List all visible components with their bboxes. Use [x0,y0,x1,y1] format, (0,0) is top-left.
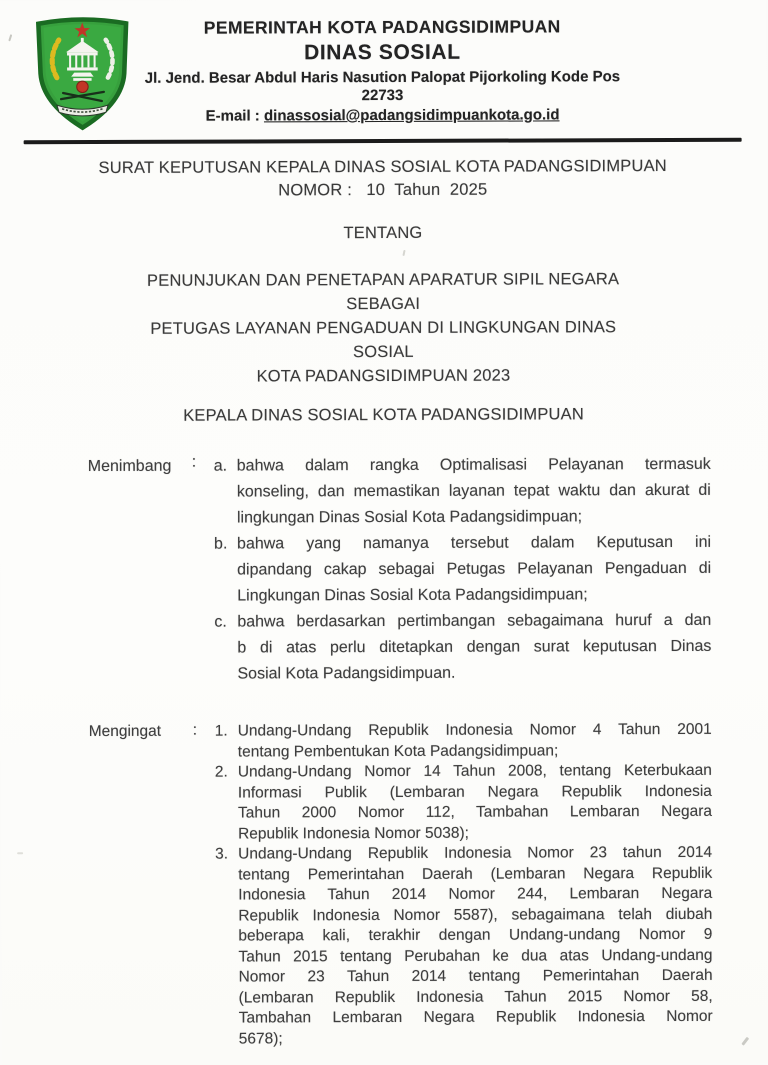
mengingat-section [1,720,768,1051]
text-line: Tahun 2000 Nomor 112, Tambahan Lembaran Negara [238,802,712,824]
menimbang-section [0,452,768,689]
menimbang-items [214,452,712,688]
decree-subject [0,267,767,390]
text-line: bahwa berdasarkan pertimbangan sebagaimana huruf a dan [237,608,711,636]
text-line: lingkungan Dinas Sosial Kota Padangsidimpuan; [237,504,711,532]
item-text [237,530,711,610]
agency-name: DINAS SOSIAL [0,40,766,67]
letterhead [0,0,767,125]
text-line: Undang-Undang Nomor 14 Tahun 2008, tentang Keterbukaan [238,761,712,783]
text-line: beberapa kali, terakhir dengan Undang-undang Nomor 9 [238,925,712,947]
agency-address: Jl. Jend. Besar Abdul Haris Nasution Palopat Pijorkoling Kode Pos [0,68,766,88]
decree-number: NOMOR : 10 Tahun 2025 [0,180,767,202]
text-line: Tahun 2015 tentang Perubahan ke dua atas Undang-undang [238,945,712,967]
menimbang-colon: : [192,454,214,472]
menimbang-item-b [214,530,711,610]
mengingat-colon: : [193,722,215,740]
text-line: Nomor 23 Tahun 2014 tentang Pemerintahan Daerah [239,966,713,988]
subject-line: PENUNJUKAN DAN PENETAPAN APARATUR SIPIL NEGARA SEBAGAI [119,267,647,317]
item-text [238,720,712,763]
scan-speck [402,250,405,256]
text-line: Undang-Undang Republik Indonesia Nomor 23 tahun 2014 [238,843,712,865]
text-line: Indonesia Tahun 2014 Nomor 244, Lembaran Negara [238,884,712,906]
email-address: dinassosial@padangsidimpuankota.go.id [264,106,560,124]
mengingat-item-3 [215,843,713,1050]
item-marker: c. [214,610,237,636]
text-line: dipandang cakap sebagai Petugas Pelayanan Pengaduan di [237,556,711,584]
text-line: 5678); [239,1027,713,1049]
subject-line: KOTA PADANGSIDIMPUAN 2023 [119,363,647,389]
postal-code: 22733 [0,86,767,106]
item-text [237,452,711,532]
text-line: b di atas perlu ditetapkan dengan surat keputusan Dinas [237,634,711,662]
item-text [238,843,713,1050]
item-text [238,761,712,845]
menimbang-item-a [214,452,711,532]
text-line: bahwa yang namanya tersebut dalam Keputusan ini [237,530,711,558]
item-marker: 2. [215,763,238,784]
text-line: tentang Pembentukan Kota Padangsidimpuan; [238,740,712,762]
text-line: (Lembaran Republik Indonesia Tahun 2015 Nomor 58, [239,986,713,1008]
item-marker: b. [214,532,237,558]
government-name: PEMERINTAH KOTA PADANGSIDIMPUAN [0,16,766,40]
menimbang-label: Menimbang [88,454,192,480]
mengingat-label: Mengingat [89,722,193,743]
item-marker: 1. [215,722,238,743]
subject-line: PETUGAS LAYANAN PENGADUAN DI LINGKUNGAN DINAS SOSIAL [119,315,647,365]
text-line: Lingkungan Dinas Sosial Kota Padangsidimpuan; [237,582,711,610]
text-line: Tambahan Lembaran Negara Republik Indonesia Nomor [239,1007,713,1029]
text-line: Republik Indonesia Nomor 5038); [238,822,712,844]
email-label: E-mail : [206,107,260,124]
item-marker: a. [214,454,237,480]
text-line: Undang-Undang Republik Indonesia Nomor 4 Tahun 2001 [238,720,712,742]
tentang-label: TENTANG [0,223,767,245]
city-emblem-logo [31,13,133,133]
text-line: tentang Pemerintahan Daerah (Lembaran Negara Republik [238,863,712,885]
text-line: Sosial Kota Padangsidimpuan. [237,660,711,688]
text-line: Informasi Publik (Lembaran Negara Republik Indonesia [238,781,712,803]
mengingat-item-2 [215,761,712,845]
letterhead-divider [24,138,742,145]
mengingat-items [215,720,713,1050]
text-line: bahwa dalam rangka Optimalisasi Pelayanan termasuk [237,452,711,480]
item-text [237,608,711,688]
text-line: konseling, dan memastikan layanan tepat waktu dan akurat di [237,478,711,506]
decree-title: SURAT KEPUTUSAN KEPALA DINAS SOSIAL KOTA PADANGSIDIMPUAN [0,157,767,179]
scan-speck [17,852,23,854]
mengingat-item-1 [215,720,712,763]
issuer-title: KEPALA DINAS SOSIAL KOTA PADANGSIDIMPUAN [0,405,768,427]
text-line: Republik Indonesia Nomor 5587), sebagaimana telah diubah [238,904,712,926]
menimbang-item-c [214,608,711,688]
item-marker: 3. [215,845,238,866]
padangsidimpuan-emblem-icon [31,13,133,133]
